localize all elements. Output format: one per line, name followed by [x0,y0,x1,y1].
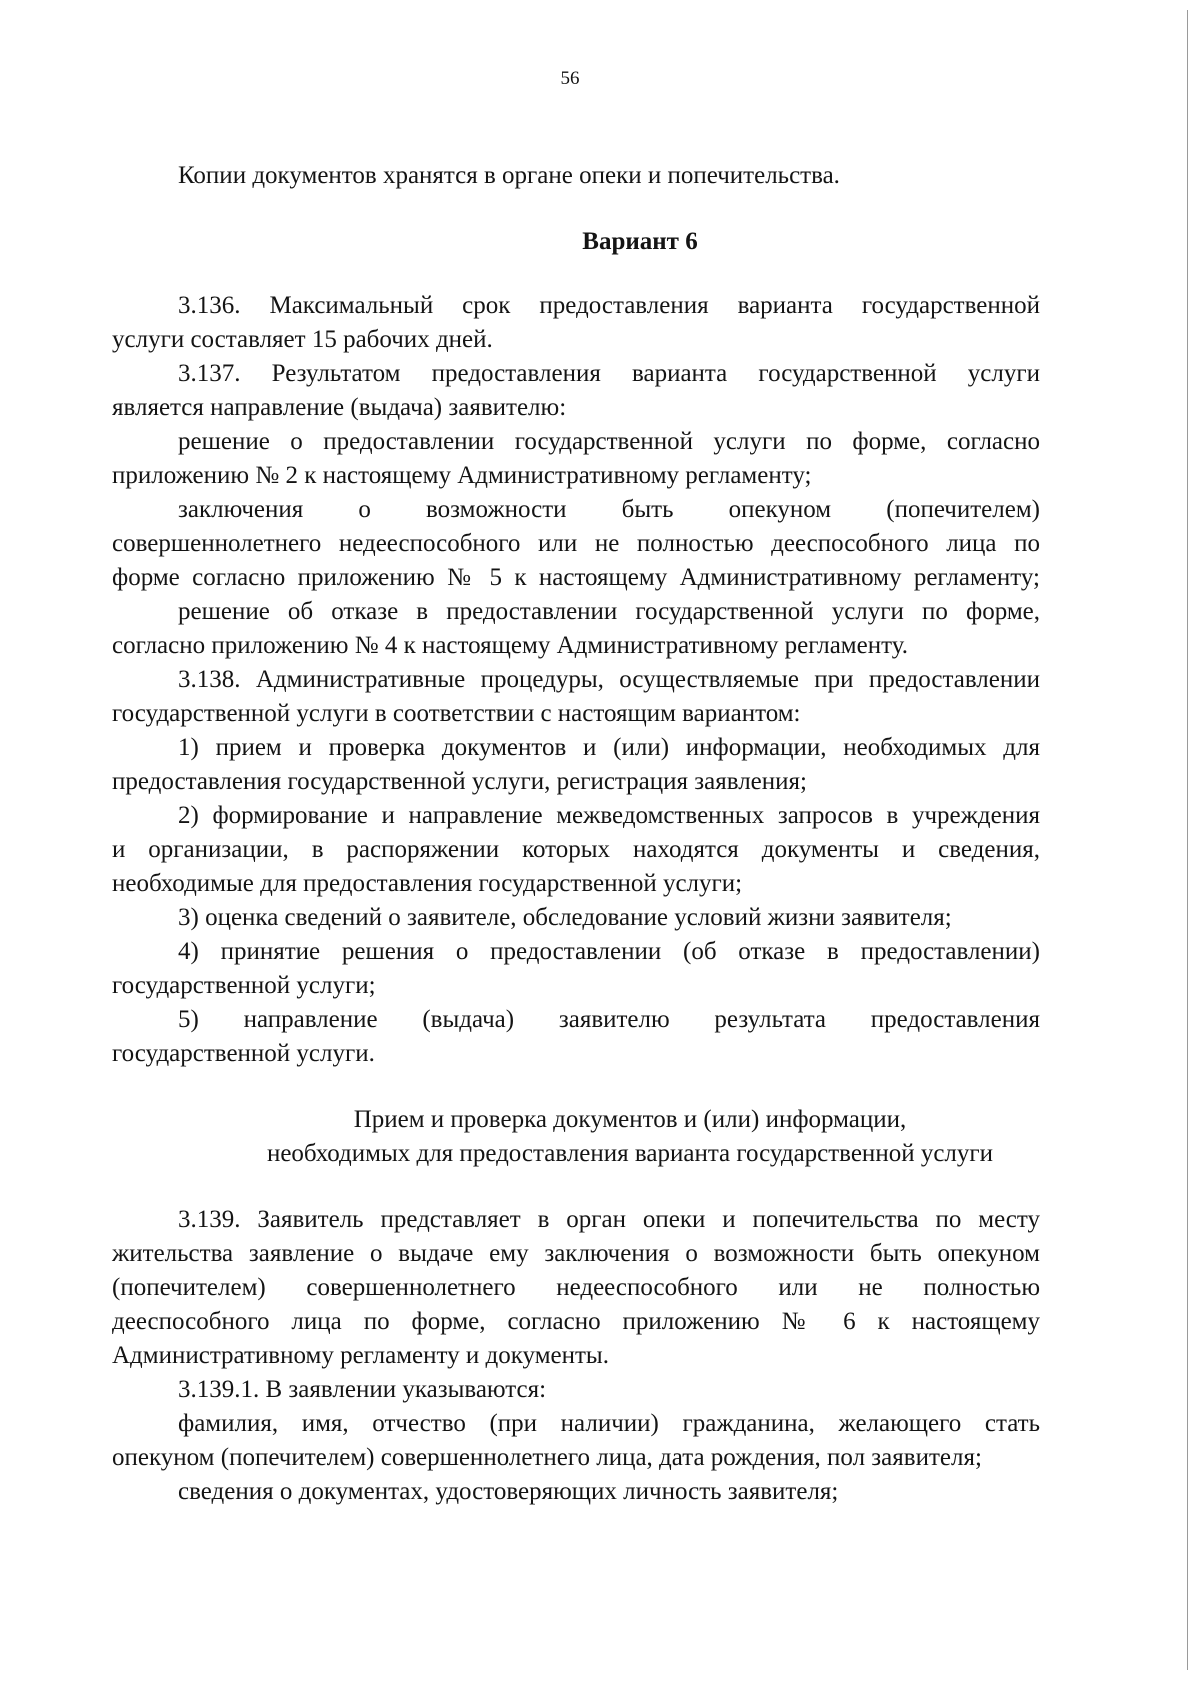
text-line: необходимые для предоставления государственной услуги; [112,870,743,897]
text-line: 3.136. Максимальный срок предоставления варианта государственной [178,292,1040,319]
text-line: 3) оценка сведений о заявителе, обследование условий жизни заявителя; [178,904,952,931]
text-line: 3.137. Результатом предоставления варианта государственной услуги [178,360,1040,387]
text-line: государственной услуги в соответствии с настоящим вариантом: [112,700,801,727]
text-line: и организации, в распоряжении которых находятся документы и сведения, [112,836,1040,863]
section-heading: Вариант 6 [582,228,698,255]
text-line: Административному регламенту и документы. [112,1342,609,1369]
text-line: 2) формирование и направление межведомственных запросов в учреждения [178,802,1040,829]
scan-edge-line [1187,10,1188,1670]
page-number: 56 [560,68,580,89]
text-line: государственной услуги. [112,1040,375,1067]
text-line: совершеннолетнего недееспособного или не полностью дееспособного лица по [112,530,1040,557]
text-line: заключения о возможности быть опекуном (попечителем) [178,496,1040,523]
text-line: (попечителем) совершеннолетнего недееспособного или не полностью [112,1274,1040,1301]
text-line: дееспособного лица по форме, согласно приложению № 6 к настоящему [112,1308,1040,1335]
text-line: является направление (выдача) заявителю: [112,394,567,421]
text-line: сведения о документах, удостоверяющих личность заявителя; [178,1478,839,1505]
text-line: Копии документов хранятся в органе опеки и попечительства. [178,162,840,189]
text-line: жительства заявление о выдаче ему заключения о возможности быть опекуном [112,1240,1040,1267]
text-line: решение об отказе в предоставлении государственной услуги по форме, [178,598,1040,625]
text-line: услуги составляет 15 рабочих дней. [112,326,493,353]
text-line: государственной услуги; [112,972,376,999]
text-line: 4) принятие решения о предоставлении (об отказе в предоставлении) [178,938,1040,965]
text-line: 3.139.1. В заявлении указываются: [178,1376,547,1403]
text-line: 3.139. Заявитель представляет в орган опеки и попечительства по месту [178,1206,1040,1233]
text-line: опекуном (попечителем) совершеннолетнего лица, дата рождения, пол заявителя; [112,1444,982,1471]
text-line: согласно приложению № 4 к настоящему Административному регламенту. [112,632,908,659]
subheading-line: необходимых для предоставления варианта государственной услуги [266,1140,994,1167]
subheading-line: Прием и проверка документов и (или) информации, [353,1106,907,1133]
text-line: форме согласно приложению № 5 к настоящему Административному регламенту; [112,564,1040,591]
text-line: фамилия, имя, отчество (при наличии) гражданина, желающего стать [178,1410,1040,1437]
text-line: решение о предоставлении государственной услуги по форме, согласно [178,428,1040,455]
text-line: приложению № 2 к настоящему Административному регламенту; [112,462,812,489]
text-line: предоставления государственной услуги, регистрация заявления; [112,768,807,795]
text-line: 1) прием и проверка документов и (или) информации, необходимых для [178,734,1040,761]
text-line: 3.138. Административные процедуры, осуществляемые при предоставлении [178,666,1040,693]
text-line: 5) направление (выдача) заявителю результата предоставления [178,1006,1040,1033]
